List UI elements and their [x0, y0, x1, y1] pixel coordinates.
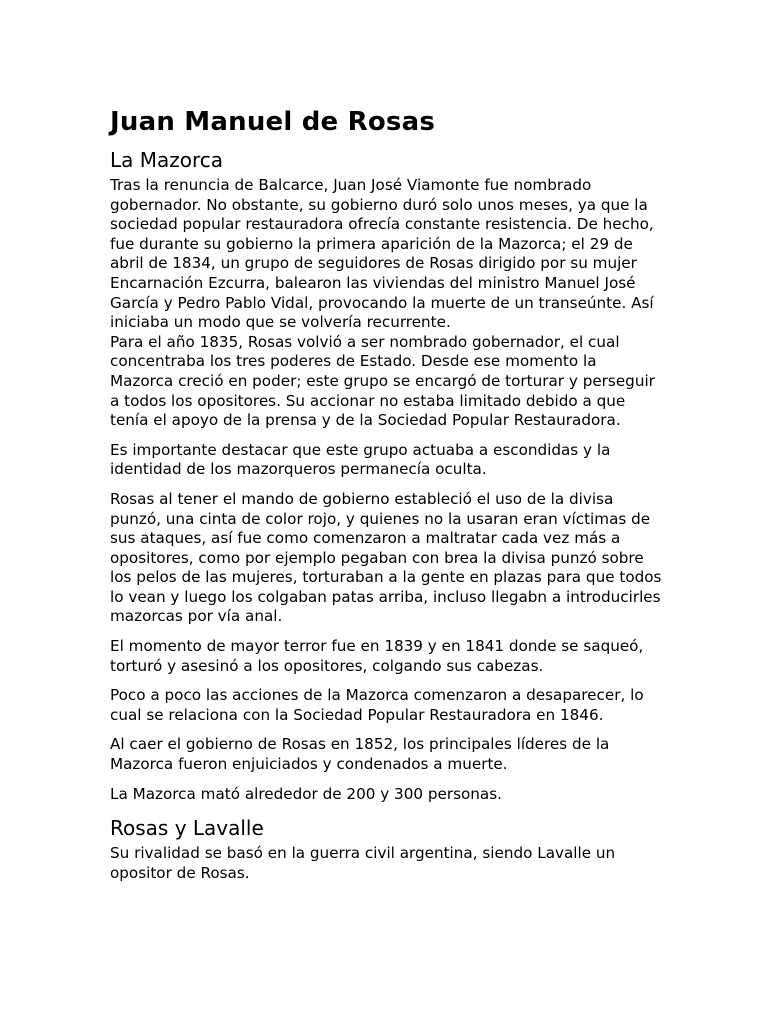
paragraph: Al caer el gobierno de Rosas en 1852, los principales líderes de la Mazorca fueron enjuiciados y condenados a muerte.: [110, 735, 610, 774]
document-page: [110, 104, 662, 893]
paragraph: Su rivalidad se basó en la guerra civil argentina, siendo Lavalle un opositor de Rosas.: [110, 844, 616, 882]
paragraph: Tras la renuncia de Balcarce, Juan José Viamonte fue nombrado gobernador. No obstante, su gobierno duró solo unos meses, ya que la sociedad popular restauradora ofrecía constante resistencia. De hecho, fue durante su gobierno la primera aparición de la Mazorca; el 29 de abril de 1834, un grupo de seguidores de Rosas dirigido por su mujer Encarnación Ezcurra, balearon las viviendas del ministro Manuel José García y Pedro Pablo Vidal, provocando la muerte de un transeúnte. Así iniciaba un modo que se volvería recurrente.: [110, 176, 654, 332]
paragraph: Rosas al tener el mando de gobierno estableció el uso de la divisa punzó, una cinta de color rojo, y quienes no la usaran eran víctimas de sus ataques, así fue como comenzaron a maltratar cada vez más a opositores, como por ejemplo pegaban con brea la divisa punzó sobre los pelos de las mujeres, torturaban a la gente en plazas para que todos lo vean y luego los colgaban patas arriba, incluso llegabn a introducirles mazorcas por vía anal.: [110, 489, 662, 626]
section-heading-rosas-y-lavalle: Rosas y Lavalle: [110, 816, 264, 841]
paragraph: Poco a poco las acciones de la Mazorca comenzaron a desaparecer, lo cual se relaciona con la Sociedad Popular Restauradora en 1846.: [110, 686, 644, 724]
paragraph: La Mazorca mató alrededor de 200 y 300 personas.: [110, 784, 502, 803]
paragraph: Para el año 1835, Rosas volvió a ser nombrado gobernador, el cual concentraba los tres poderes de Estado. Desde ese momento la Mazorca creció en poder; este grupo se encargó de torturar y perseguir a todos los opositores. Su accionar no estaba limitado debido a que tenía el apoyo de la prensa y de la Sociedad Popular Restauradora.: [110, 332, 655, 430]
document-title: Juan Manuel de Rosas: [110, 107, 436, 137]
section-heading-la-mazorca: La Mazorca: [110, 148, 224, 172]
paragraph: El momento de mayor terror fue en 1839 y en 1841 donde se saqueó, torturó y asesinó a los opositores, colgando sus cabezas.: [110, 637, 644, 675]
paragraph: Es importante destacar que este grupo actuaba a escondidas y la identidad de los mazorqueros permanecía oculta.: [110, 440, 611, 479]
